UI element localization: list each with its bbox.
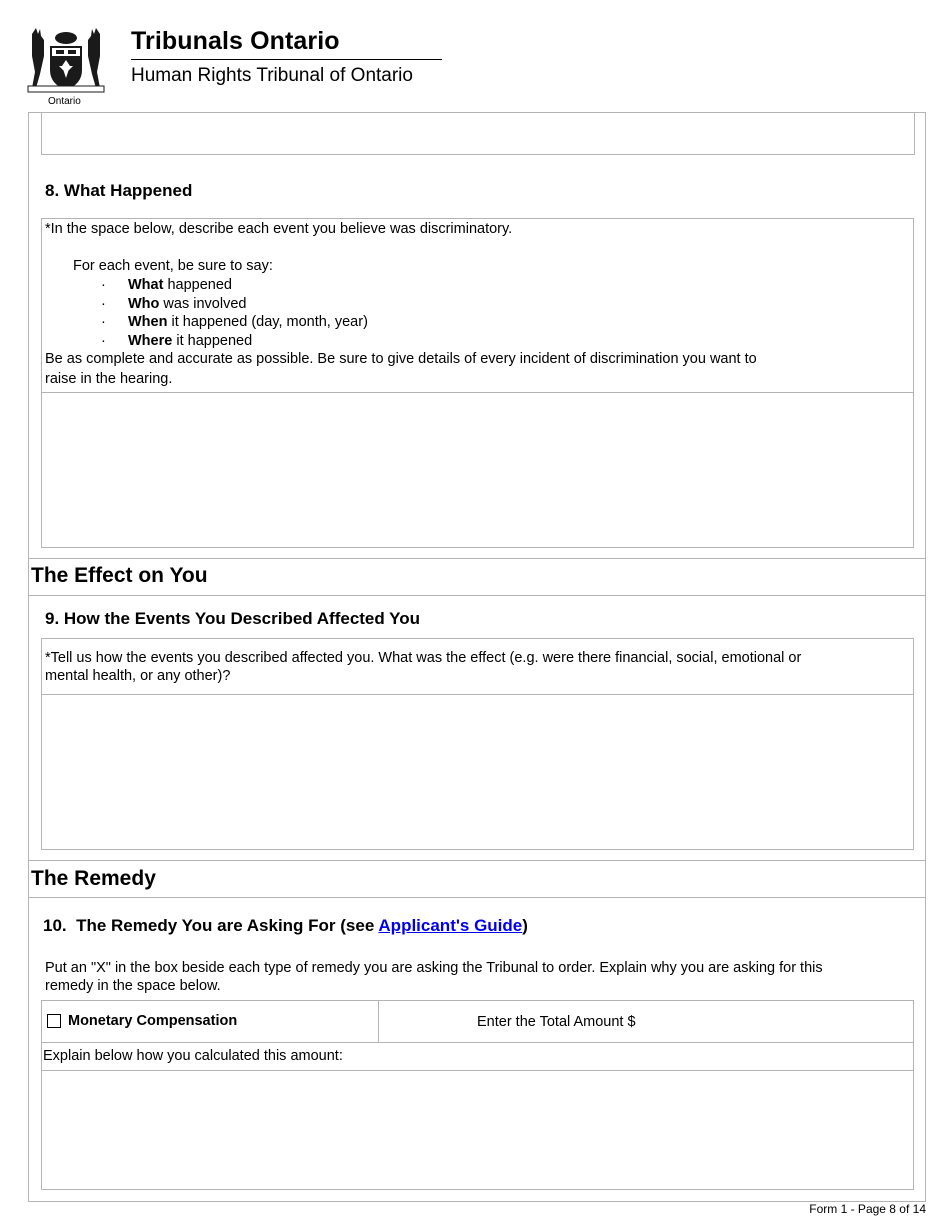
q8-heading: 8. What Happened	[45, 181, 193, 200]
previous-answer-box[interactable]	[41, 112, 915, 155]
list-item	[0, 276, 673, 295]
bullet-bold: Who	[128, 295, 160, 312]
q9-answer-field[interactable]	[42, 695, 913, 849]
total-amount-input[interactable]	[660, 1004, 910, 1038]
q10-instructions-line-1: Put an "X" in the box beside each type of remedy you are asking the Tribunal to order. Explain why you are asking for this	[45, 960, 823, 976]
ontario-logo	[26, 26, 106, 108]
q8-answer-field[interactable]	[42, 393, 913, 547]
divider	[41, 1042, 914, 1043]
bullet-bold: What	[128, 277, 164, 293]
divider	[378, 1000, 379, 1042]
effect-section-title: The Effect on You	[31, 564, 208, 587]
q8-closing-line-1: Be as complete and accurate as possible. Be sure to give details of every incident of discrimination you want to	[45, 351, 757, 367]
bullet-text: it happened (day, month, year)	[167, 314, 368, 330]
q9-heading: 9. How the Events You Described Affected You	[45, 609, 421, 628]
bullet-bold: When	[128, 314, 168, 330]
monetary-compensation-label: Monetary Compensation	[68, 1013, 238, 1029]
list-item	[0, 313, 673, 332]
org-subtitle: Human Rights Tribunal of Ontario	[131, 65, 413, 86]
q9-prompt-line-2: mental health, or any other)?	[45, 668, 231, 684]
q9-prompt-line-1: *Tell us how the events you described affected you. What was the effect (e.g. were there financial, social, emotional or	[45, 650, 802, 666]
org-title: Tribunals Ontario	[131, 27, 340, 55]
bullet-dot: ·	[101, 277, 106, 293]
list-item	[0, 332, 673, 351]
remedy-section-title: The Remedy	[31, 867, 156, 890]
monetary-compensation-checkbox[interactable]	[47, 1014, 61, 1028]
q8-intro: *In the space below, describe each event you believe was discriminatory.	[45, 221, 513, 237]
bullet-dot: ·	[101, 332, 106, 349]
divider	[28, 897, 926, 898]
q10-heading	[43, 916, 528, 936]
q8-bullet-list	[73, 276, 673, 350]
bullet-bold: Where	[128, 332, 173, 349]
page-number: Form 1 - Page 8 of 14	[809, 1202, 926, 1216]
q10-heading-text: 10. The Remedy You are Asking For (see	[43, 916, 379, 935]
calculation-answer-field[interactable]	[42, 1071, 913, 1189]
total-amount-label: Enter the Total Amount $	[477, 1014, 636, 1030]
explain-calculation-label: Explain below how you calculated this amount:	[43, 1048, 343, 1064]
applicants-guide-link[interactable]: Applicant's Guide	[378, 916, 523, 935]
header-rule	[131, 59, 442, 60]
monetary-compensation-row	[47, 1013, 237, 1029]
logo-caption: Ontario	[48, 96, 81, 107]
q8-for-each: For each event, be sure to say:	[73, 258, 273, 274]
bullet-dot: ·	[101, 314, 106, 330]
divider	[28, 558, 926, 559]
bullet-text: it happened	[172, 332, 253, 349]
ontario-coat-of-arms-icon	[26, 26, 106, 96]
q8-closing-line-2: raise in the hearing.	[45, 371, 173, 387]
bullet-text: was involved	[159, 295, 247, 312]
bullet-dot: ·	[101, 295, 106, 312]
divider	[28, 860, 926, 861]
divider	[28, 595, 926, 596]
list-item	[0, 295, 673, 314]
bullet-text: happened	[163, 277, 232, 293]
q10-instructions-line-2: remedy in the space below.	[45, 978, 221, 994]
q10-heading-close: )	[522, 916, 528, 935]
